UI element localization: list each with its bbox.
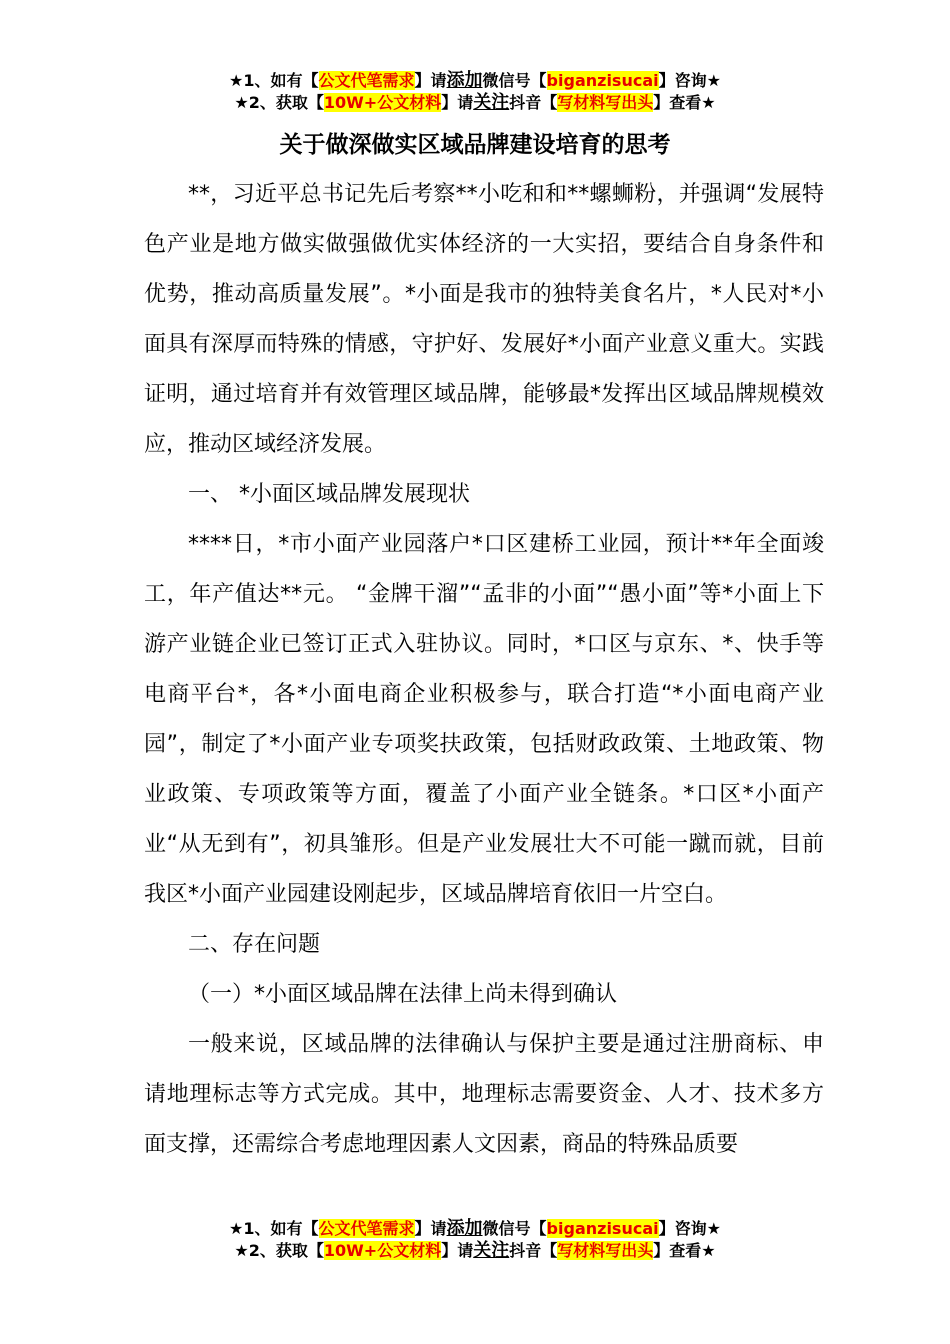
paragraph-intro: **，习近平总书记先后考察**小吃和和**螺蛳粉，并强调“发展特色产业是地方做实做强做优实体经济的一大实招，要结合自身条件和优势，推动高质量发展”。*小面是我市的独特美食名片，*人民对*小面具有深厚而特殊的情感，守护好、发展好*小面产业意义重大。实践证明，通过培育并有效管理区域品牌，能够最*发挥出区域品牌规模效应，推动区域经济发展。: [144, 182, 824, 457]
promo-line-2: [0, 1240, 950, 1262]
promo-text: ★2、获取【: [234, 1241, 324, 1260]
promo-text: ★1、如有【: [229, 71, 319, 90]
promo-banner-bottom: [0, 1218, 950, 1262]
promo-highlight: 10W+公文材料: [323, 1241, 442, 1260]
section-heading-status: 一、 *小面区域品牌发展现状: [188, 482, 470, 507]
promo-line-1: [0, 1218, 950, 1240]
promo-douyin-id: 写材料写出头: [557, 1241, 654, 1260]
document-body: [144, 170, 824, 1170]
promo-line-1: [0, 70, 950, 92]
promo-text: 】咨询★: [658, 1219, 721, 1238]
promo-text: ★2、获取【: [234, 93, 324, 112]
promo-emphasis: 添加: [446, 1218, 483, 1239]
promo-text: 】请: [414, 71, 447, 90]
promo-text: 】查看★: [653, 93, 716, 112]
promo-text: 】请: [441, 1241, 474, 1260]
promo-wechat-id: biganzisucai: [546, 1219, 659, 1238]
promo-highlight: 10W+公文材料: [323, 93, 442, 112]
promo-line-2: [0, 92, 950, 114]
promo-emphasis: 关注: [473, 92, 510, 113]
paragraph-legal: 一般来说，区域品牌的法律确认与保护主要是通过注册商标、申请地理标志等方式完成。其中，地理标志需要资金、人才、技术多方面支撑，还需综合考虑地理因素人文因素，商品的特殊品质要: [144, 1032, 824, 1157]
paragraph-status: ****日，*市小面产业园落户*口区建桥工业园，预计**年全面竣工，年产值达**元。 “金牌干溜”“孟非的小面”“愚小面”等*小面上下游产业链企业已签订正式入驻协议。同时，*口区与京东、*、快手等电商平台*，各*小面电商企业积极参与，联合打造“*小面电商产业园”，制定了*小面产业专项奖扶政策，包括财政政策、土地政策、物业政策、专项政策等方面，覆盖了小面产业全链条。*口区*小面产业“从无到有”，初具雏形。但是产业发展壮大不可能一蹴而就，目前我区*小面产业园建设刚起步，区域品牌培育依旧一片空白。: [144, 532, 824, 907]
promo-text: 】请: [414, 1219, 447, 1238]
promo-text: 】查看★: [653, 1241, 716, 1260]
subsection-heading-legal: （一）*小面区域品牌在法律上尚未得到确认: [188, 982, 618, 1007]
promo-text: 微信号【: [482, 1219, 547, 1238]
promo-text: 】请: [441, 93, 474, 112]
document-title: 关于做深做实区域品牌建设培育的思考: [279, 132, 671, 158]
promo-highlight: 公文代笔需求: [318, 1219, 415, 1238]
promo-emphasis: 关注: [473, 1240, 510, 1261]
promo-text: 微信号【: [482, 71, 547, 90]
promo-text: 抖音【: [509, 1241, 558, 1260]
promo-text: ★1、如有【: [229, 1219, 319, 1238]
promo-banner-top: [0, 70, 950, 114]
promo-text: 】咨询★: [658, 71, 721, 90]
promo-douyin-id: 写材料写出头: [557, 93, 654, 112]
promo-text: 抖音【: [509, 93, 558, 112]
promo-emphasis: 添加: [446, 70, 483, 91]
promo-highlight: 公文代笔需求: [318, 71, 415, 90]
promo-wechat-id: biganzisucai: [546, 71, 659, 90]
section-heading-problems: 二、存在问题: [188, 932, 321, 957]
